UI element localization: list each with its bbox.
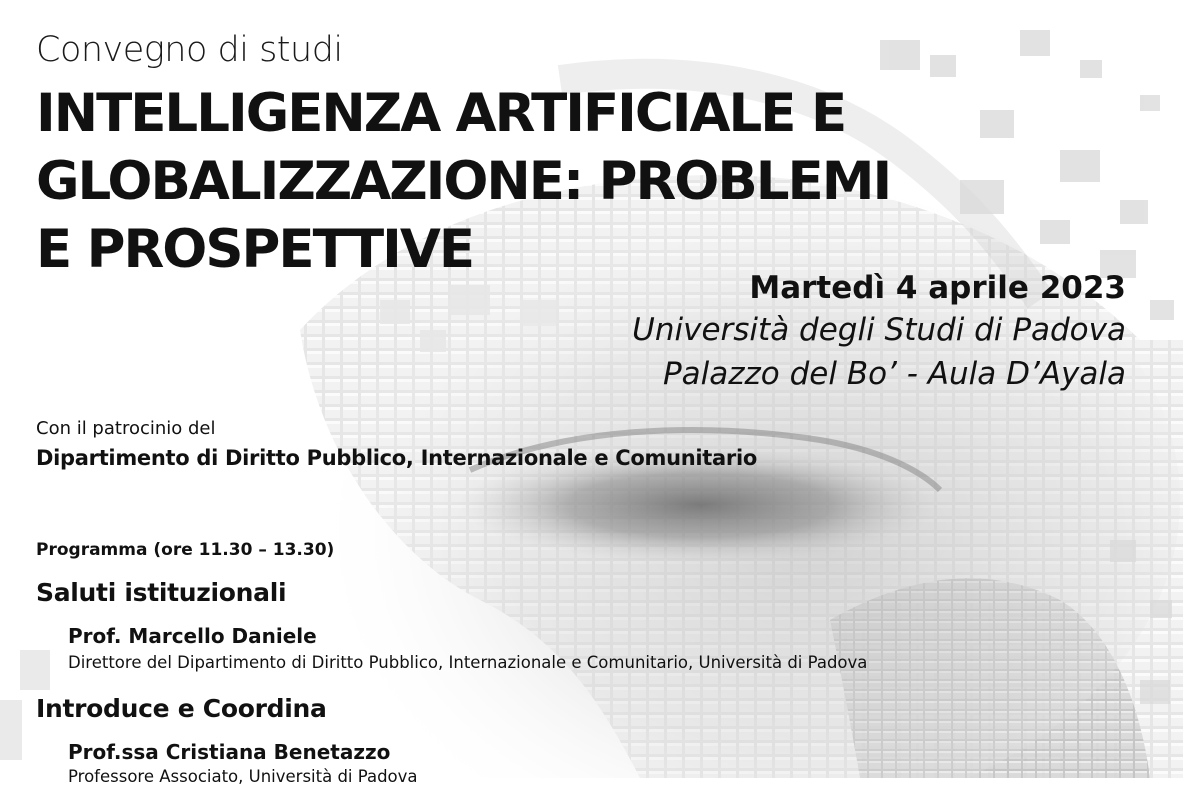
section-title-welcome: Saluti istituzionali: [36, 578, 287, 607]
event-venue-university: Università degli Studi di Padova: [632, 312, 1126, 348]
speaker-role: Direttore del Dipartimento di Diritto Pubblico, Internazionale e Comunitario, Università di Padova: [68, 653, 868, 672]
title-line: GLOBALIZZAZIONE: PROBLEMI: [36, 151, 891, 212]
title-line: E PROSPETTIVE: [36, 219, 474, 280]
event-details: [632, 268, 1126, 396]
title-line: INTELLIGENZA ARTIFICIALE E: [36, 83, 846, 144]
event-date: Martedì 4 aprile 2023: [749, 270, 1126, 306]
event-title: [36, 80, 936, 284]
patronage-department: Dipartimento di Diritto Pubblico, Internazionale e Comunitario: [36, 446, 757, 470]
event-subtitle: Convegno di studi: [36, 30, 343, 70]
speaker-name: Prof.ssa Cristiana Benetazzo: [68, 740, 391, 764]
speaker-name: Prof. Marcello Daniele: [68, 624, 317, 648]
patronage-intro: Con il patrocinio del: [36, 418, 216, 439]
program-heading: Programma (ore 11.30 – 13.30): [36, 540, 335, 560]
section-title-introduction: Introduce e Coordina: [36, 694, 327, 723]
speaker-role: Professore Associato, Università di Padova: [68, 767, 418, 786]
event-venue-room: Palazzo del Bo’ - Aula D’Ayala: [662, 356, 1126, 392]
